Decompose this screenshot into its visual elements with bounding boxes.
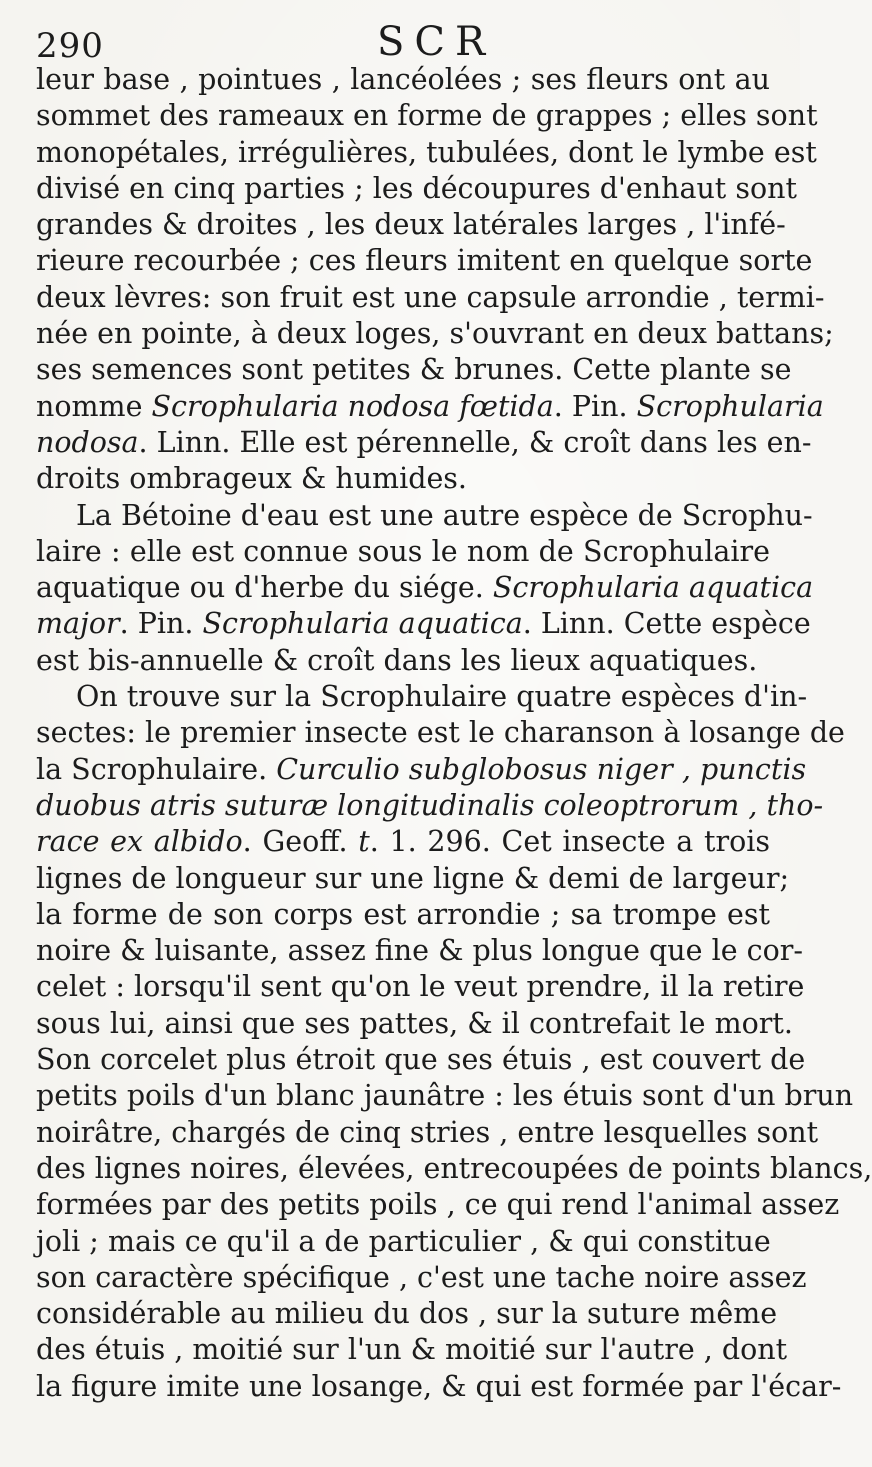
text-span: des étuis , moitié sur l'un & moitié sur l'autre , dont <box>36 1333 788 1367</box>
text-line <box>36 606 811 642</box>
text-line <box>36 171 797 207</box>
text-line <box>36 389 824 425</box>
text-line <box>36 679 808 715</box>
text-span: des lignes noires, élevées, entrecoupées de points blancs, <box>36 1151 872 1185</box>
text-span: la forme de son corps est arrondie ; sa trompe est <box>36 897 770 931</box>
text-span: Son corcelet plus étroit que ses étuis , est couvert de <box>36 1043 806 1077</box>
text-span: On trouve sur la Scrophulaire quatre espèces d'in- <box>76 680 808 714</box>
italic-text: Scrophularia aquatica <box>492 571 814 605</box>
text-line <box>36 861 790 897</box>
text-span: divisé en cinq parties ; les découpures d'enhaut sont <box>36 171 797 205</box>
italic-text: race ex albido <box>36 825 243 859</box>
text-line <box>36 1296 778 1332</box>
text-line <box>36 1078 854 1114</box>
text-span: sommet des rameaux en forme de grappes ; elles sont <box>36 99 818 133</box>
text-span: leur base , pointues , lancéolées ; ses fleurs ont au <box>36 63 770 96</box>
text-line <box>36 425 812 461</box>
text-span: La Bétoine d'eau est une autre espèce de Scrophu- <box>76 498 813 532</box>
text-line <box>36 824 770 860</box>
text-span: nomme <box>36 389 152 423</box>
text-span: lignes de longueur sur une ligne & demi de largeur; <box>36 861 790 895</box>
text-span: formées par des petits poils , ce qui rend l'animal assez <box>36 1188 840 1222</box>
italic-text: t <box>358 825 370 859</box>
text-span: . Pin. <box>119 607 203 641</box>
text-line <box>36 897 770 933</box>
text-span: rieure recourbée ; ces fleurs imitent en quelque sorte <box>36 244 813 278</box>
italic-text: Scrophularia aquatica <box>202 607 523 641</box>
text-span: sous lui, ainsi que ses pattes, & il contrefait le mort. <box>36 1006 793 1040</box>
text-line <box>36 243 813 279</box>
text-line <box>36 98 818 134</box>
text-line <box>36 62 770 98</box>
text-span: grandes & droites , les deux latérales larges , l'infé- <box>36 208 786 242</box>
text-span: la figure imite une losange, & qui est formée par l'écar- <box>36 1369 842 1403</box>
text-line <box>36 280 825 316</box>
text-line <box>36 715 845 751</box>
italic-text: nodosa <box>36 425 139 459</box>
text-span: monopétales, irrégulières, tubulées, dont le lymbe est <box>36 135 817 169</box>
text-line <box>36 570 814 606</box>
text-span: la Scrophulaire. <box>36 752 277 786</box>
text-span: deux lèvres: son fruit est une capsule arrondie , termi- <box>36 280 825 314</box>
italic-text: Scrophularia nodosa fœtida <box>151 389 554 423</box>
italic-text: Scrophularia <box>636 389 824 423</box>
text-line <box>36 1187 840 1223</box>
text-span: petits poils d'un blanc jaunâtre : les étuis sont d'un brun <box>36 1079 854 1113</box>
text-span: droits ombrageux & humides. <box>36 462 467 496</box>
text-line <box>36 1369 842 1405</box>
text-span: sectes: le premier insecte est le charanson à losange de <box>36 716 845 750</box>
text-span: noire & luisante, assez fine & plus longue que le cor- <box>36 934 803 968</box>
text-line <box>36 1260 807 1296</box>
text-span: considérable au milieu du dos , sur la suture même <box>36 1297 778 1331</box>
text-line <box>36 135 817 171</box>
text-line <box>36 1042 806 1078</box>
text-span: . Geoff. <box>242 825 359 859</box>
text-line <box>36 207 786 243</box>
text-line <box>36 534 770 570</box>
text-line <box>36 1151 872 1187</box>
page-number: 290 <box>36 26 104 66</box>
text-line <box>36 1332 788 1368</box>
running-head: SCR <box>376 19 496 65</box>
text-line <box>36 316 834 352</box>
text-span: . 1. 296. Cet insecte a trois <box>369 825 770 859</box>
text-span: est bis-annuelle & croît dans les lieux aquatiques. <box>36 643 758 677</box>
text-span: noirâtre, chargés de cinq stries , entre lesquelles sont <box>36 1115 819 1149</box>
text-span: joli ; mais ce qu'il a de particulier , & qui constitue <box>36 1224 771 1258</box>
text-line <box>36 933 803 969</box>
text-line <box>36 788 824 824</box>
text-line <box>36 643 770 679</box>
text-span: aquatique ou d'herbe du siége. <box>36 571 493 605</box>
text-line <box>36 352 792 388</box>
text-span: laire : elle est connue sous le nom de Scrophulaire <box>36 534 770 568</box>
text-line <box>36 1115 819 1151</box>
text-line <box>36 752 807 788</box>
page-header <box>36 18 770 66</box>
text-line <box>36 1224 770 1260</box>
text-span: ses semences sont petites & brunes. Cette plante se <box>36 353 792 387</box>
italic-text: major <box>36 607 120 641</box>
italic-text: duobus atris suturæ longitudinalis coleoptrorum , tho- <box>36 788 824 822</box>
text-span: . Linn. Elle est pérennelle, & croît dans les en- <box>138 425 812 459</box>
text-line <box>36 498 813 534</box>
body-text <box>36 62 872 1405</box>
text-line <box>36 1006 793 1042</box>
text-line <box>36 461 770 497</box>
text-span: née en pointe, à deux loges, s'ouvrant en deux battans; <box>36 317 834 351</box>
text-span: . Linn. Cette espèce <box>522 607 811 641</box>
text-span: son caractère spécifique , c'est une tache noire assez <box>36 1260 807 1294</box>
text-span: celet : lorsqu'il sent qu'on le veut prendre, il la retire <box>36 970 805 1004</box>
italic-text: Curculio subglobosus niger , punctis <box>276 752 807 786</box>
text-line <box>36 969 805 1005</box>
text-span: . Pin. <box>553 389 637 423</box>
